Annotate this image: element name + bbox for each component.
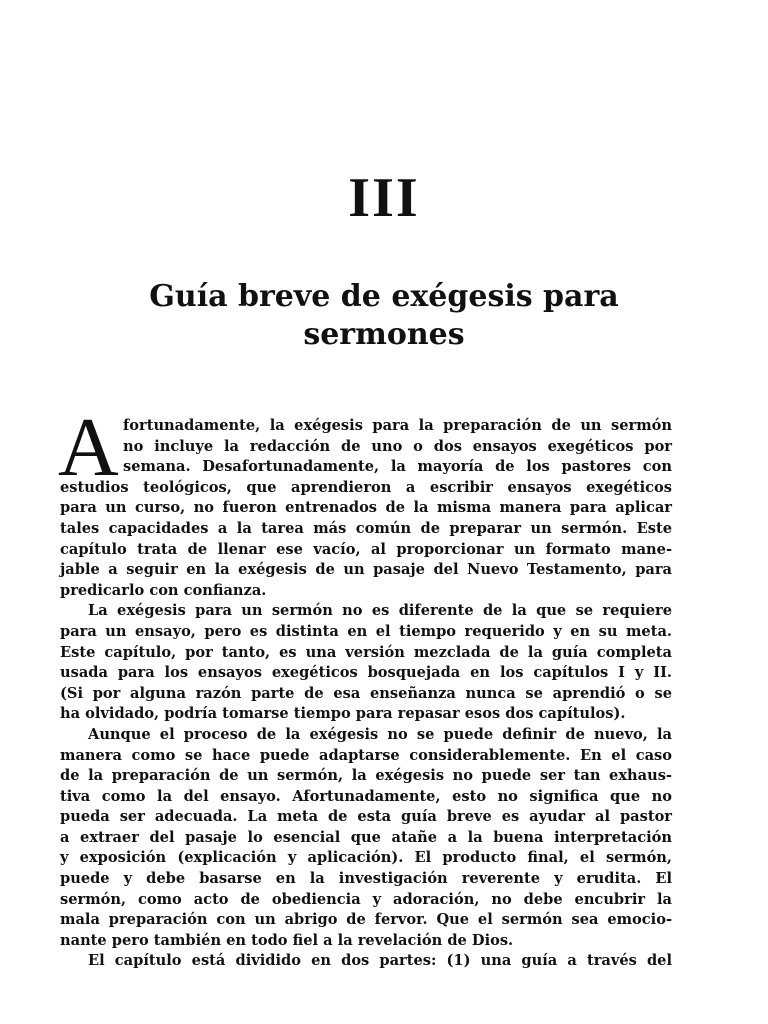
text-line: para un curso, no fueron entrenados de la misma manera para aplicar (60, 499, 672, 517)
text-line: y exposición (explicación y aplicación). El producto final, el sermón, (60, 849, 672, 867)
text-line: mala preparación con un abrigo de fervor. Que el sermón sea emocio- (60, 911, 672, 929)
chapter-title-line: Guía breve de exégesis para (149, 279, 619, 314)
text-line: ha olvidado, podría tomarse tiempo para repasar esos dos capítulos). (60, 705, 626, 723)
text-line: a extraer del pasaje lo esencial que atañe a la buena interpretación (60, 828, 672, 846)
text-line: La exégesis para un sermón no es diferente de la que se requiere (88, 602, 672, 620)
text-line: de la preparación de un sermón, la exégesis no puede ser tan exhaus- (60, 767, 672, 785)
text-line: usada para los ensayos exegéticos bosquejada en los capítulos I y II. (60, 664, 672, 682)
text-line: pueda ser adecuada. La meta de esta guía breve es ayudar al pastor (60, 808, 672, 826)
text-line: tales capacidades a la tarea más común de preparar un sermón. Este (60, 519, 672, 537)
paragraph (60, 725, 672, 952)
text-line: El capítulo está dividido en dos partes: (1) una guía a través del (88, 952, 672, 970)
paragraph (60, 951, 672, 972)
text-line: jable a seguir en la exégesis de un pasaje del Nuevo Testamento, para (60, 561, 672, 579)
text-line: estudios teológicos, que aprendieron a escribir ensayos exegéticos (60, 478, 672, 496)
text-line: tiva como la del ensayo. Afortunadamente, esto no significa que no (60, 787, 672, 805)
text-line: nante pero también en todo fiel a la revelación de Dios. (60, 931, 514, 949)
paragraph (58, 401, 672, 601)
text-line: (Si por alguna razón parte de esa enseñanza nunca se aprendió o se (60, 684, 672, 702)
text-line: sermón, como acto de obediencia y adoración, no debe encubrir la (60, 890, 672, 908)
text-line: semana. Desafortunadamente, la mayoría de los pastores con (123, 458, 672, 476)
text-line: puede y debe basarse en la investigación reverente y erudita. El (60, 870, 672, 888)
text-line: Aunque el proceso de la exégesis no se puede definir de nuevo, la (88, 725, 672, 743)
chapter-title (60, 278, 708, 354)
text-line: para un ensayo, pero es distinta en el tiempo requerido y en su meta. (60, 622, 672, 640)
text-line: fortunadamente, la exégesis para la preparación de un sermón (123, 417, 672, 434)
paragraph (60, 601, 672, 725)
body-text (58, 401, 672, 972)
text-line: predicarlo con confianza. (60, 581, 267, 599)
drop-cap: A (58, 401, 119, 494)
text-line: capítulo trata de llenar ese vacío, al proporcionar un formato mane- (60, 540, 672, 558)
text-line: Este capítulo, por tanto, es una versión mezclada de la guía completa (60, 643, 672, 661)
chapter-number: III (348, 167, 420, 229)
chapter-title-line: sermones (303, 317, 465, 352)
text-line: manera como se hace puede adaptarse considerablemente. En el caso (60, 746, 672, 764)
text-line: no incluye la redacción de uno o dos ensayos exegéticos por (123, 437, 672, 455)
